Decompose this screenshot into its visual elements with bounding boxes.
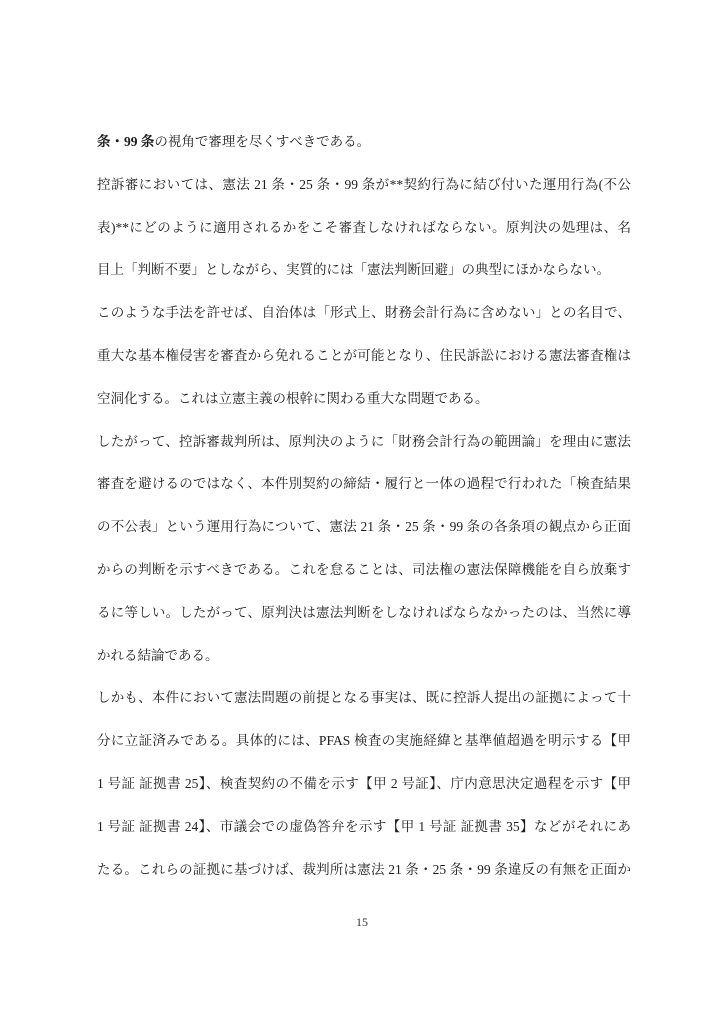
text-line (97, 335, 631, 378)
text-segment-bold: 条・99 条 (97, 134, 155, 149)
text-segment: の視角で審理を尽くすべきである。 (154, 134, 371, 149)
text-line (97, 677, 631, 720)
text-segment: 分に立証済みである。具体的には、PFAS 検査の実施経緯と基準値超過を明示する【甲 (97, 733, 631, 749)
text-line (97, 463, 631, 506)
text-line (97, 806, 631, 849)
text-segment: 控訴審においては、憲法 21 条・25 条・99 条が**契約行為に結び付いた運用行為(不公 (97, 176, 631, 192)
text-line (97, 164, 631, 207)
text-line (97, 549, 631, 592)
text-line (97, 592, 631, 635)
text-line (97, 506, 631, 549)
text-line (97, 121, 631, 164)
text-segment: 1 号証 証拠書 24】、市議会での虚偽答弁を示す【甲 1 号証 証拠書 35】などがそれにあ (97, 818, 631, 834)
text-segment: 表)**にどのように適用されるかをこそ審査しなければならない。原判決の処理は、名 (97, 219, 631, 235)
text-segment: しかも、本件において憲法問題の前提となる事実は、既に控訴人提出の証拠によって十 (97, 690, 631, 706)
document-body (97, 121, 631, 891)
text-segment: の不公表」という運用行為について、憲法 21 条・25 条・99 条の各条項の観点から正面 (97, 519, 631, 535)
text-segment: 1 号証 証拠書 25】、検査契約の不備を示す【甲 2 号証】、庁内意思決定過程を示す【甲 (97, 775, 631, 791)
text-segment: 目上「判断不要」としながら、実質的には「憲法判断回避」の典型にほかならない。 (97, 262, 610, 278)
text-segment: したがって、控訴審裁判所は、原判決のように「財務会計行為の範囲論」を理由に憲法 (97, 433, 631, 449)
text-segment: たる。これらの証拠に基づけば、裁判所は憲法 21 条・25 条・99 条違反の有無を正面か (97, 861, 631, 877)
text-line (97, 421, 631, 464)
text-segment: 重大な基本権侵害を審査から免れることが可能となり、住民訴訟における憲法審査権は (97, 347, 631, 363)
text-segment: 空洞化する。これは立憲主義の根幹に関わる重大な問題である。 (97, 390, 489, 406)
text-line (97, 635, 631, 678)
text-line (97, 249, 631, 292)
page-number: 15 (356, 915, 368, 929)
text-line (97, 720, 631, 763)
text-line (97, 378, 631, 421)
text-line (97, 292, 631, 335)
text-line (97, 207, 631, 250)
text-line (97, 849, 631, 892)
text-line (97, 763, 631, 806)
text-segment: このような手法を許せば、自治体は「形式上、財務会計行為に含めない」との名目で、 (97, 305, 631, 321)
text-segment: 審査を避けるのではなく、本件別契約の締結・履行と一体の過程で行われた「検査結果 (97, 476, 631, 492)
text-segment: るに等しい。したがって、原判決は憲法判断をしなければならなかったのは、当然に導 (97, 604, 631, 620)
text-segment: かれる結論である。 (97, 647, 219, 663)
text-segment: からの判断を示すべきである。これを怠ることは、司法権の憲法保障機能を自ら放棄す (97, 561, 631, 577)
